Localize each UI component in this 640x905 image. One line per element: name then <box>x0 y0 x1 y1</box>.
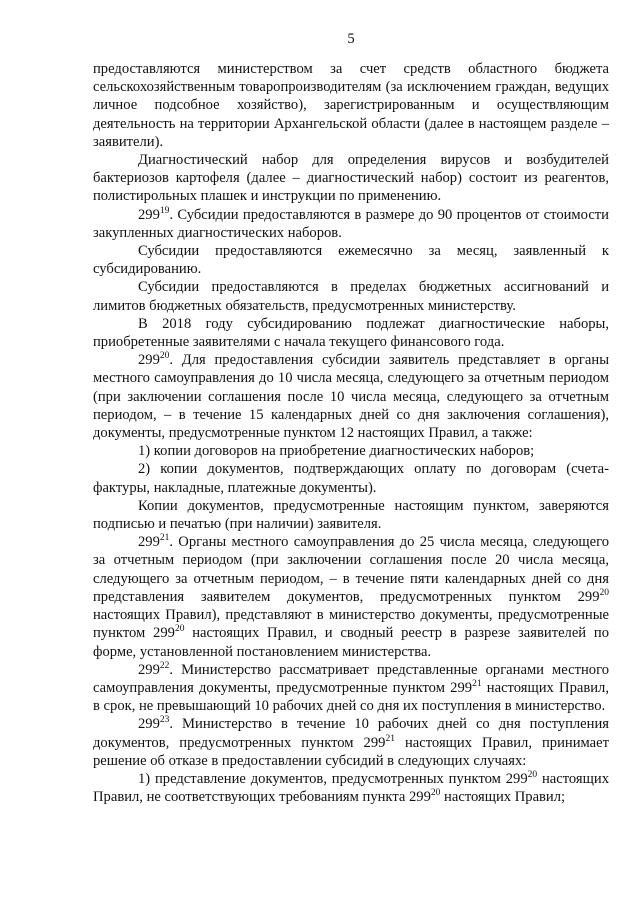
superscript-index: 20 <box>527 769 538 780</box>
text-run: 299 <box>138 661 160 678</box>
page-number: 5 <box>347 31 355 47</box>
paragraph-p6 <box>93 315 609 351</box>
paragraph-p10 <box>93 497 609 533</box>
paragraph-p4 <box>93 242 609 278</box>
text-run: . Министерство рассматривает представленные органами местного самоуправления документы, предусмотренные пунктом 299 <box>93 661 609 696</box>
superscript-index: 23 <box>159 715 170 726</box>
text-run: настоящих Правил, не соответствующих требованиям пункта 299 <box>93 770 609 806</box>
paragraph-p9 <box>93 460 609 496</box>
superscript-index: 21 <box>472 678 482 689</box>
text-run: 1) копии договоров на приобретение диагностических наборов; <box>138 443 535 460</box>
document-page <box>93 30 609 806</box>
text-run: 299 <box>138 206 160 223</box>
text-run: настоящих Правил; <box>440 789 566 806</box>
superscript-index: 19 <box>159 205 170 216</box>
text-run: 1) представление документов, предусмотренных пунктом 299 <box>138 770 528 787</box>
text-run: Диагностический набор для определения вирусов и возбудителей бактериозов картофеля (далее – диагностический набор) состоит из реагентов, полистирольных плашек и инструкции по применению. <box>93 152 609 205</box>
superscript-index: 21 <box>159 533 170 544</box>
text-run: 299 <box>138 716 160 733</box>
paragraph-p11 <box>93 533 609 660</box>
superscript-index: 20 <box>174 624 185 635</box>
paragraph-p14 <box>93 770 609 806</box>
text-run: . Субсидии предоставляются в размере до 90 процентов от стоимости закупленных диагностических наборов. <box>93 206 609 241</box>
text-run: настоящих Правил, принимает решение об отказе в предоставлении субсидий в следующих случаях: <box>93 734 609 769</box>
text-run: В 2018 году субсидированию подлежат диагностические наборы, приобретенные заявителями с начала текущего финансового года. <box>93 315 609 351</box>
superscript-index: 22 <box>159 660 170 671</box>
document-body <box>93 60 609 806</box>
text-run: . Органы местного самоуправления до 25 числа месяца, следующего за отчетным периодом (при заключении соглашения после 20 числа месяца, следующего за отчетным периодом, – в течение пяти календарных дней со дня представления заявителем документов, предусмотренных пунктом 299 <box>93 534 609 605</box>
text-run: Субсидии предоставляются ежемесячно за месяц, заявленный к субсидированию. <box>93 243 609 278</box>
paragraph-p1 <box>93 60 609 151</box>
text-run: 299 <box>138 352 160 369</box>
superscript-index: 20 <box>159 351 170 362</box>
text-run: 2) копии документов, подтверждающих оплату по договорам (счета-фактуры, накладные, платежные документы). <box>93 461 609 496</box>
paragraph-p7 <box>93 351 609 442</box>
superscript-index: 20 <box>599 587 609 598</box>
superscript-index: 20 <box>430 788 441 799</box>
superscript-index: 21 <box>385 733 395 744</box>
text-run: настоящих Правил, и сводный реестр в разрезе заявителей по форме, установленной постановлением министерства. <box>93 625 610 660</box>
paragraph-p3 <box>93 206 609 242</box>
paragraph-p8 <box>93 442 609 460</box>
text-run: настоящих Правил, в срок, не превышающий 10 рабочих дней со дня их поступления в министерство. <box>93 679 609 715</box>
text-run: . Министерство в течение 10 рабочих дней со дня поступления документов, предусмотренных пунктом 299 <box>93 716 609 751</box>
paragraph-p5 <box>93 278 609 314</box>
paragraph-p12 <box>93 661 609 716</box>
paragraph-p13 <box>93 715 609 770</box>
text-run: . Для предоставления субсидии заявитель представляет в органы местного самоуправления до 10 числа месяца, следующего за отчетным периодом (при заключении соглашения после 10 числа месяца, следующего за отчетным периодом, – в течение 15 календарных дней со дня заключения соглашения), документы, предусмотренные пунктом 12 настоящих Правил, а также: <box>93 352 609 442</box>
text-run: настоящих Правил), представляют в министерство документы, предусмотренные пунктом 299 <box>93 607 609 642</box>
text-run: Субсидии предоставляются в пределах бюджетных ассигнований и лимитов бюджетных обязательств, предусмотренных министерству. <box>93 279 609 314</box>
text-run: предоставляются министерством за счет средств областного бюджета сельскохозяйственным товаропроизводителям (за исключением граждан, ведущих личное подсобное хозяйство), зарегистрированным и осуществляющим деятельность на территории Архангельской области (далее в настоящем разделе – заявители). <box>93 61 609 150</box>
text-run: 299 <box>138 534 160 551</box>
paragraph-p2 <box>93 151 609 206</box>
text-run: Копии документов, предусмотренные настоящим пунктом, заверяются подписью и печатью (при наличии) заявителя. <box>93 497 609 533</box>
